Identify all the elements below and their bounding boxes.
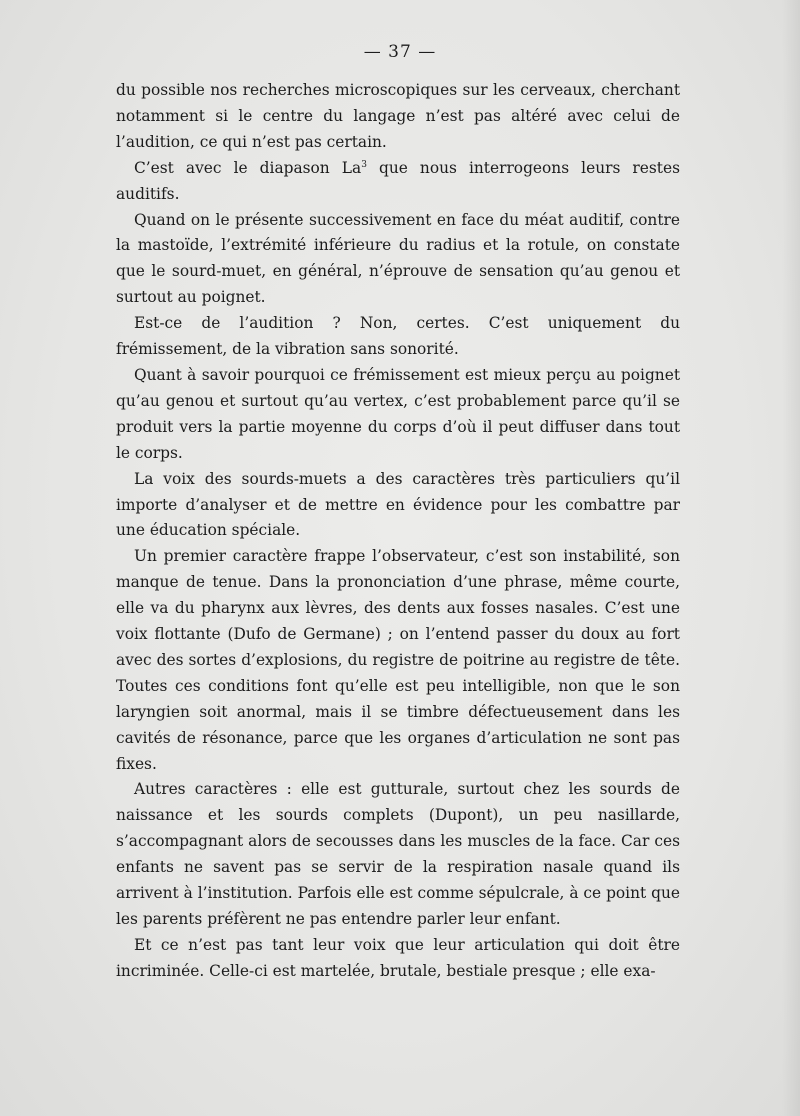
paragraph-2-text: C’est avec le diapason La [134,158,362,177]
paragraph-2-continuation: que nous interrogeons leurs restes auditifs. [116,158,680,203]
paragraph-1: du possible nos recherches microscopiques sur les cerveaux, cherchant notamment si le centre du langage n’est pas altéré avec celui de l’audition, ce qui n’est pas certain. [116,81,680,151]
paragraph-2 [116,156,680,208]
page-edge-shadow [782,0,800,1116]
paragraph-7: Un premier caractère frappe l’observateur, c’est son instabilité, son manque de tenue. Dans la prononciation d’une phrase, même courte, elle va du pharynx aux lèvres, des dents aux fosses nasales. C’est une voix flottante (Dufo de Germane) ; on l’entend passer du doux au fort avec des sortes d’explosions, du registre de poitrine au registre de tête. Toutes ces conditions font qu’elle est peu intelligible, non que le son laryngien soit anormal, mais il se timbre défectueusement dans les cavités de résonance, parce que les organes d’articulation ne sont pas fixes. [116,547,680,773]
page-number: — 37 — [363,42,437,62]
paragraph-5: Quant à savoir pourquoi ce frémissement est mieux perçu au poignet qu’au genou et surtout qu’au vertex, c’est probablement parce qu’il se produit vers la partie moyenne du corps d’où il peut diffuser dans tout le corps. [116,365,680,462]
paragraph-3: Quand on le présente successivement en face du méat auditif, contre la mastoïde, l’extrémité inférieure du radius et la rotule, on constate que le sourd-muet, en général, n’éprouve de sensation qu’au genou et surtout au poignet. [116,210,680,307]
paragraph-6: La voix des sourds-muets a des caractères très particuliers qu’il importe d’analyser et de mettre en évidence pour les combattre par une éducation spéciale. [116,469,680,540]
body-text [116,78,680,985]
paragraph-8: Autres caractères : elle est gutturale, surtout chez les sourds de naissance et les sourds complets (Dupont), un peu nasillarde, s’accompagnant alors de secousses dans les muscles de la face. Car ces enfants ne savent pas se servir de la respiration nasale quand ils arrivent à l’institution. Parfois elle est comme sépulcrale, à ce point que les parents préfèrent ne pas entendre parler leur enfant. [116,780,680,928]
paragraph-4: Est-ce de l’audition ? Non, certes. C’est uniquement du frémissement, de la vibration sans sonorité. [116,314,680,359]
paragraph-9: Et ce n’est pas tant leur voix que leur articulation qui doit être incriminée. Celle-ci est martelée, brutale, bestiale presque ; elle exa- [116,935,680,980]
superscript-3: 3 [361,159,367,170]
